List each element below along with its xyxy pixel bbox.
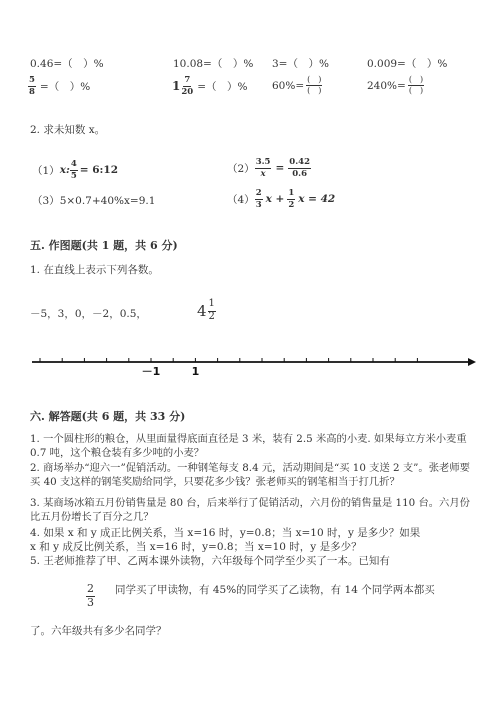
fraction-item-3: 60%= $\frac{( )}{( )}$ bbox=[272, 75, 322, 95]
number-line-label: 1 bbox=[191, 365, 200, 378]
equation-2: （2） $\frac{3.5}{x}$ = $\frac{0.42}{0.6}$ bbox=[227, 157, 310, 179]
percent-item-2: 10.08=（ ）% bbox=[173, 58, 254, 70]
problem-5-line-1: 5. 王老师推荐了甲、乙两本课外读物，六年级每个同学至少买了一本。已知有 bbox=[30, 555, 390, 567]
fraction-item-4: 240%= $\frac{( )}{( )}$ bbox=[367, 75, 424, 95]
fraction: $\frac{0.42}{0.6}$ bbox=[289, 157, 310, 179]
problem-3: 3. 某商场冰箱五月份销售量是 80 台，后来举行了促销活动，六月份的销售量是 110 台。六月份比五月份增长了百分之几？ bbox=[30, 497, 470, 524]
mixed-number: 4 $\frac{1}{2}$ bbox=[197, 298, 215, 322]
number-line-label: －1 bbox=[141, 365, 161, 378]
fraction: $\frac{4}{5}$ bbox=[70, 159, 77, 181]
fraction: $\frac{1}{2}$ bbox=[208, 298, 215, 322]
problem-5-line-3: 了。六年级共有多少名同学？ bbox=[30, 625, 167, 637]
fraction: $\frac{( )}{( )}$ bbox=[408, 75, 424, 95]
fraction: $\frac{7}{20}$ bbox=[181, 75, 194, 97]
fraction: $\frac{( )}{( )}$ bbox=[307, 75, 322, 95]
equation-3: （3）5×0.7+40%x=9.1 bbox=[32, 195, 156, 207]
percent-item-4: 0.009=（ ）% bbox=[367, 58, 448, 70]
equation-1: （1） x: $\frac{4}{5}$ = 6:12 bbox=[32, 159, 118, 181]
problem-2: 2. 商场举办“迎六一”促销活动。一种钢笔每支 8.4 元，活动期间是“买 10 支送 2 支”。张老师要买 40 支这样的钢笔奖励给同学，只要花多少钱？张老师买的钢笔相当于打几折？ bbox=[30, 462, 470, 489]
fraction: $\frac{3.5}{x}$ bbox=[255, 157, 271, 179]
problem-4-line-1: 4. 如果 x 和 y 成正比例关系，当 x=16 时，y=0.8；当 x=10 时，y 是多少？如果 bbox=[30, 527, 421, 539]
fraction: $\frac{5}{8}$ bbox=[29, 75, 35, 97]
problem-4-line-2: x 和 y 成反比例关系，当 x=16 时，y=0.8；当 x=10 时，y 是多少？ bbox=[30, 541, 362, 553]
fraction: $\frac{1}{2}$ bbox=[288, 188, 295, 210]
q2-title: 2. 求未知数 x。 bbox=[30, 124, 106, 136]
section-6-heading: 六. 解答题(共 6 题，共 33 分) bbox=[30, 410, 186, 423]
problem-1: 1. 一个圆柱形的粮仓，从里面量得底面直径是 3 米，装有 2.5 米高的小麦. 如果每立方米小麦重 0.7 吨，这个粮仓装有多少吨的小麦？ bbox=[30, 433, 467, 460]
number-line-arrow bbox=[468, 358, 476, 366]
section-5-question: 1. 在直线上表示下列各数。 bbox=[30, 264, 159, 276]
fraction: $\frac{2}{3}$ bbox=[255, 188, 262, 210]
fraction-item-1: $\frac{5}{8}$ =（ ）% bbox=[29, 75, 91, 97]
problem-5-fraction: $\frac{2}{3}$ bbox=[87, 582, 94, 609]
problem-5-line-2: 同学买了甲读物，有 45%的同学买了乙读物，有 14 个同学两本都买 bbox=[115, 584, 435, 596]
fraction-item-2: 1 $\frac{7}{20}$ =（ ）% bbox=[172, 75, 248, 97]
equation-4: （4） $\frac{2}{3}$ x + $\frac{1}{2}$ x = 42 bbox=[227, 188, 336, 210]
number-line-labels bbox=[142, 365, 200, 378]
number-list: －5，3，0，－2，0.5， bbox=[30, 308, 147, 320]
percent-item-1: 0.46=（ ）% bbox=[30, 58, 104, 70]
number-line bbox=[0, 348, 500, 380]
percent-item-3: 3=（ ）% bbox=[272, 58, 329, 70]
section-5-heading: 五. 作图题(共 1 题，共 6 分) bbox=[30, 239, 178, 252]
